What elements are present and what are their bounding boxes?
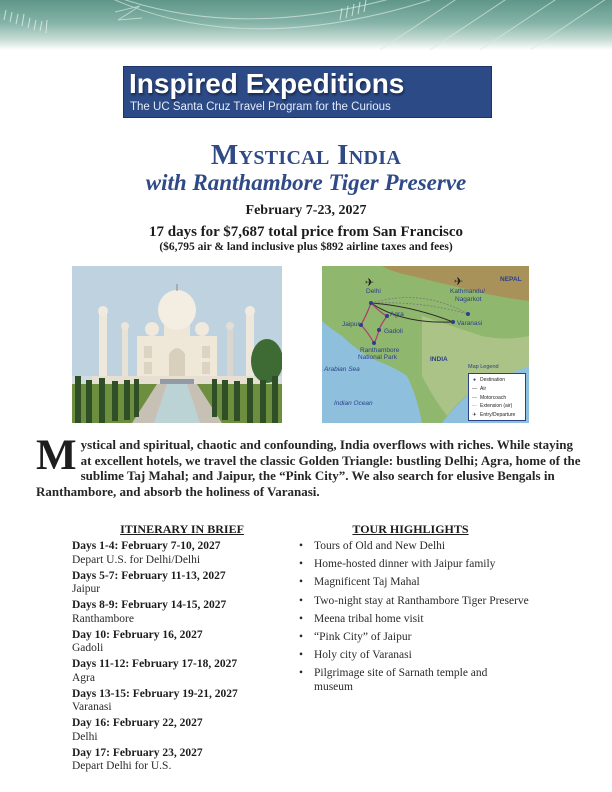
- itinerary-days: Day 10: February 16, 2027: [72, 628, 203, 641]
- highlights-list: [298, 540, 538, 699]
- destination-dot-icon: ●: [472, 377, 477, 383]
- itinerary-days: Days 11-12: February 17-18, 2027: [72, 658, 238, 670]
- header-banner: [0, 0, 612, 50]
- taj-mahal-photo: [72, 266, 282, 423]
- map-label-india: INDIA: [430, 356, 448, 363]
- map-label-national-park: National Park: [358, 354, 398, 361]
- legend-entry-departure: ✈ Entry/Departure: [472, 412, 516, 419]
- itinerary-place: Delhi: [72, 730, 98, 743]
- itinerary-item: [72, 570, 292, 597]
- itinerary-place: Depart Delhi for U.S.: [72, 760, 172, 772]
- map-label-ranthambore: Ranthambore: [360, 347, 400, 354]
- bullet-icon: •: [299, 649, 304, 662]
- route-map: [322, 266, 529, 423]
- itinerary-days: Days 8-9: February 14-15, 2027: [72, 599, 227, 611]
- map-label-delhi: Delhi: [366, 288, 381, 295]
- bullet-icon: •: [299, 612, 304, 625]
- highlight-item: • Pilgrimage site of Sarnath temple and museum: [299, 667, 488, 693]
- itinerary-heading: ITINERARY IN BRIEF: [120, 522, 244, 536]
- legend-motorcoach: — Motorcoach: [472, 394, 507, 401]
- bullet-icon: •: [299, 630, 304, 643]
- map-label-indian-ocean: Indian Ocean: [334, 400, 373, 407]
- itinerary-place: Depart U.S. for Delhi/Delhi: [72, 553, 201, 566]
- highlight-item: • Tours of Old and New Delhi: [299, 540, 446, 552]
- highlights-heading: TOUR HIGHLIGHTS: [352, 522, 469, 536]
- entry-plane-icon: ✈: [365, 276, 375, 289]
- logo-title: Inspired Expeditions: [129, 68, 405, 99]
- bullet-icon: •: [299, 540, 304, 552]
- map-label-arabian-sea: Arabian Sea: [324, 366, 360, 373]
- page-subtitle: with Ranthambore Tiger Preserve: [145, 170, 467, 195]
- air-line-icon: —: [472, 385, 477, 392]
- intro-paragraph: [36, 432, 584, 499]
- map-legend-title: Map Legend: [468, 364, 499, 370]
- highlight-item: • Magnificent Taj Mahal: [299, 576, 420, 589]
- itinerary-place: Jaipur: [72, 583, 101, 595]
- extension-dashed-line-icon: ---: [472, 403, 477, 410]
- compass-watermark-graphic: [0, 0, 612, 50]
- highlight-item: • “Pink City” of Jaipur: [299, 630, 412, 643]
- itinerary-place: Varanasi: [72, 701, 112, 713]
- itinerary-list: [72, 540, 292, 776]
- map-label-nepal: NEPAL: [500, 276, 522, 283]
- intro-dropcap: M: [36, 432, 77, 479]
- bullet-icon: •: [299, 576, 304, 589]
- logo-subtitle: The UC Santa Cruz Travel Program for the Curious: [130, 101, 391, 113]
- inspired-expeditions-logo: [123, 66, 492, 118]
- itinerary-item: [72, 717, 292, 744]
- legend-air: — Air: [472, 385, 487, 392]
- map-label-kathmandu: Kathmandu/: [450, 288, 486, 295]
- map-label-jaipur: Jaipur: [342, 321, 360, 328]
- bullet-icon: •: [299, 667, 304, 680]
- trip-dates: February 7-23, 2027: [245, 203, 367, 218]
- map-label-nagarkot: Nagarkot: [455, 296, 482, 303]
- exit-plane-icon: ✈: [454, 275, 464, 288]
- itinerary-place: Gadoli: [72, 642, 104, 654]
- intro-text: ystical and spiritual, chaotic and confounding, India overflows with riches. While staying at excellent hotels, we travel the classic Golden Triangle: bustling Delhi; Agra, home of the sublime Taj Mahal; and Jaipur, the “Pink City”. We also search for elusive Bengals in Ranthambore, and absorb the holiness of Varanasi.: [36, 437, 581, 499]
- highlight-item: • Holy city of Varanasi: [299, 649, 412, 662]
- highlight-item: • Two-night stay at Ranthambore Tiger Preserve: [299, 594, 529, 607]
- itinerary-days: Days 13-15: February 19-21, 2027: [72, 687, 238, 700]
- trip-price-detail: ($6,795 air & land inclusive plus $892 airline taxes and fees): [159, 241, 453, 253]
- itinerary-item: [72, 540, 292, 567]
- bullet-icon: •: [299, 594, 304, 607]
- highlight-item: • Home-hosted dinner with Jaipur family: [299, 558, 496, 571]
- plane-icon: ✈: [472, 412, 477, 419]
- map-label-agra: Agra: [390, 311, 404, 318]
- itinerary-days: Days 5-7: February 11-13, 2027: [72, 569, 226, 582]
- itinerary-item: [72, 629, 292, 656]
- map-legend: [468, 373, 526, 421]
- page-title: Mystical India: [210, 139, 402, 171]
- legend-extension: --- Extension (air): [472, 403, 513, 410]
- trip-price: 17 days for $7,687 total price from San Francisco: [149, 224, 463, 240]
- map-label-gadoli: Gadoli: [384, 328, 403, 335]
- itinerary-item: [72, 688, 292, 715]
- map-label-varanasi: Varanasi: [457, 320, 483, 327]
- itinerary-item: [72, 747, 292, 774]
- highlight-item: • Meena tribal home visit: [299, 612, 424, 625]
- itinerary-item: [72, 658, 292, 685]
- bullet-icon: •: [299, 558, 304, 571]
- motorcoach-line-icon: —: [472, 394, 477, 401]
- itinerary-item: [72, 599, 292, 626]
- itinerary-place: Ranthambore: [72, 612, 134, 625]
- itinerary-days: Day 16: February 22, 2027: [72, 717, 203, 729]
- legend-destination: ● Destination: [472, 377, 506, 383]
- itinerary-days: Days 1-4: February 7-10, 2027: [72, 540, 221, 552]
- itinerary-days: Day 17: February 23, 2027: [72, 746, 203, 759]
- itinerary-place: Agra: [72, 671, 95, 684]
